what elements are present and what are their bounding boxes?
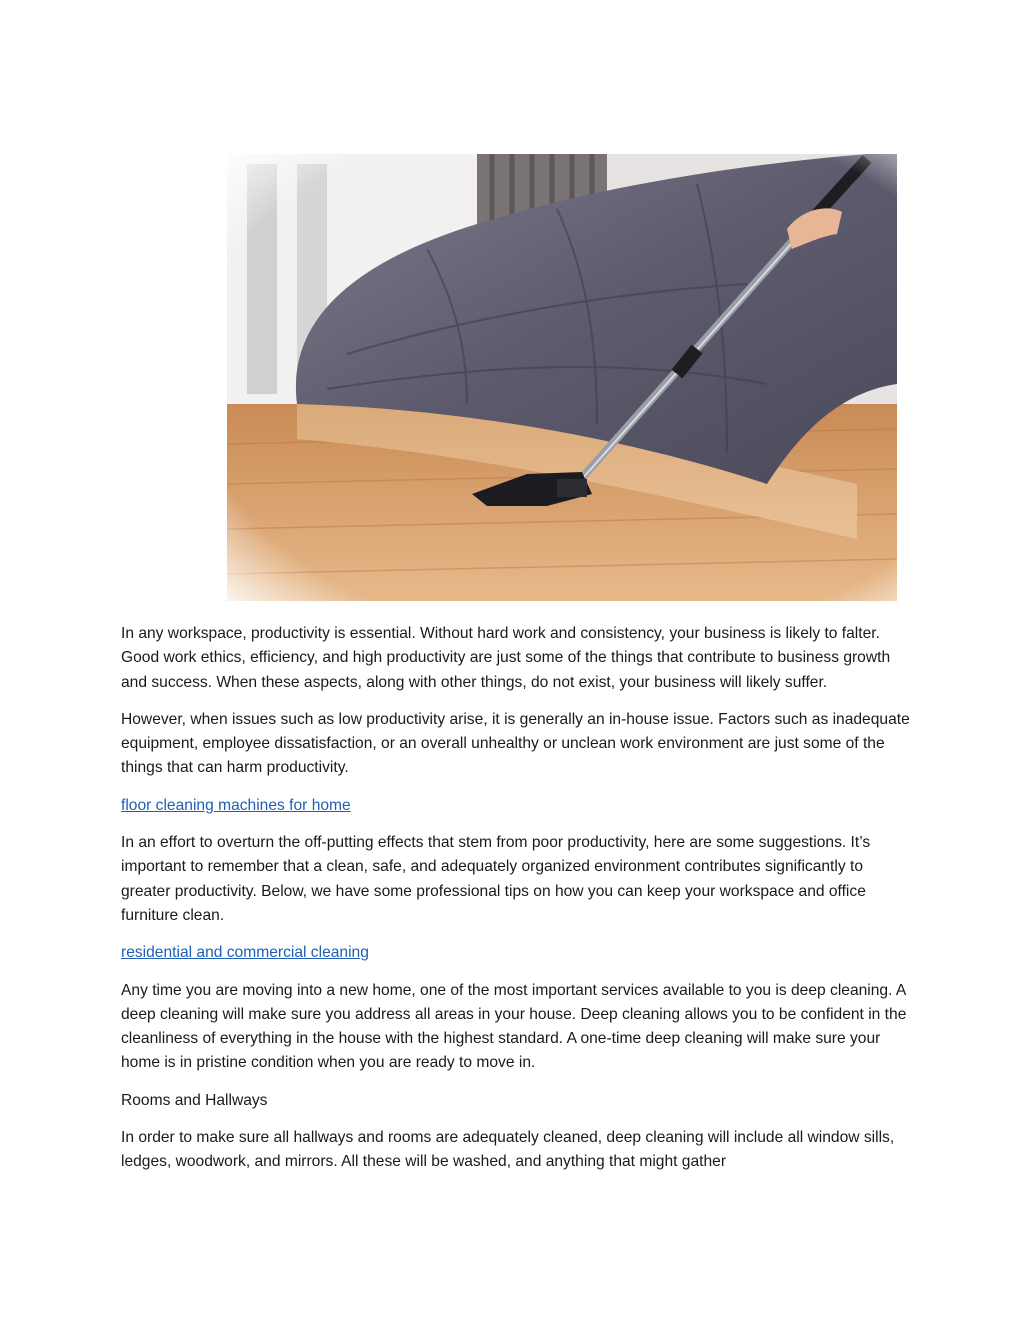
paragraph-deep-cleaning: Any time you are moving into a new home, one of the most important services available to you is deep cleaning. A deep cleaning will make sure you address all areas in your house. Deep cleaning allows you to be confident in the cleanliness of everything in the house with the highest standard. A one-time deep cleaning will make sure your home is in pristine condition when you are ready to move in. [121,981,907,1072]
floor-cleaning-machines-link[interactable]: floor cleaning machines for home [121,796,351,814]
hero-image [227,154,897,601]
paragraph-suggestions: In an effort to overturn the off-putting effects that stem from poor productivity, here are some suggestions. It’s important to remember that a clean, safe, and adequately organized environment contributes significantly to greater productivity. Below, we have some professional tips on how you can keep your workspace and office furniture clean. [121,834,871,924]
link-paragraph-1 [121,794,911,818]
paragraph-intro: In any workspace, productivity is essential. Without hard work and consistency, your business is likely to falter. Good work ethics, efficiency, and high productivity are just some of the things that contribute to business growth and success. When these aspects, along with other things, do not exist, your business will likely suffer. [121,625,891,691]
article-body [121,622,911,1188]
link-paragraph-2 [121,941,911,965]
paragraph-rooms-hallways: In order to make sure all hallways and rooms are adequately cleaned, deep cleaning will include all window sills, ledges, woodwork, and mirrors. All these will be washed, and anything that might gather [121,1129,895,1171]
paragraph-productivity-issues: However, when issues such as low productivity arise, it is generally an in-house issue. Factors such as inadequate equipment, employee dissatisfaction, or an overall unhealthy or unclean work environment are just some of the things that can harm productivity. [121,710,910,777]
bed-vacuum-illustration [227,154,897,601]
residential-commercial-cleaning-link[interactable]: residential and commercial cleaning [121,944,369,962]
section-heading: Rooms and Hallways [121,1091,268,1109]
